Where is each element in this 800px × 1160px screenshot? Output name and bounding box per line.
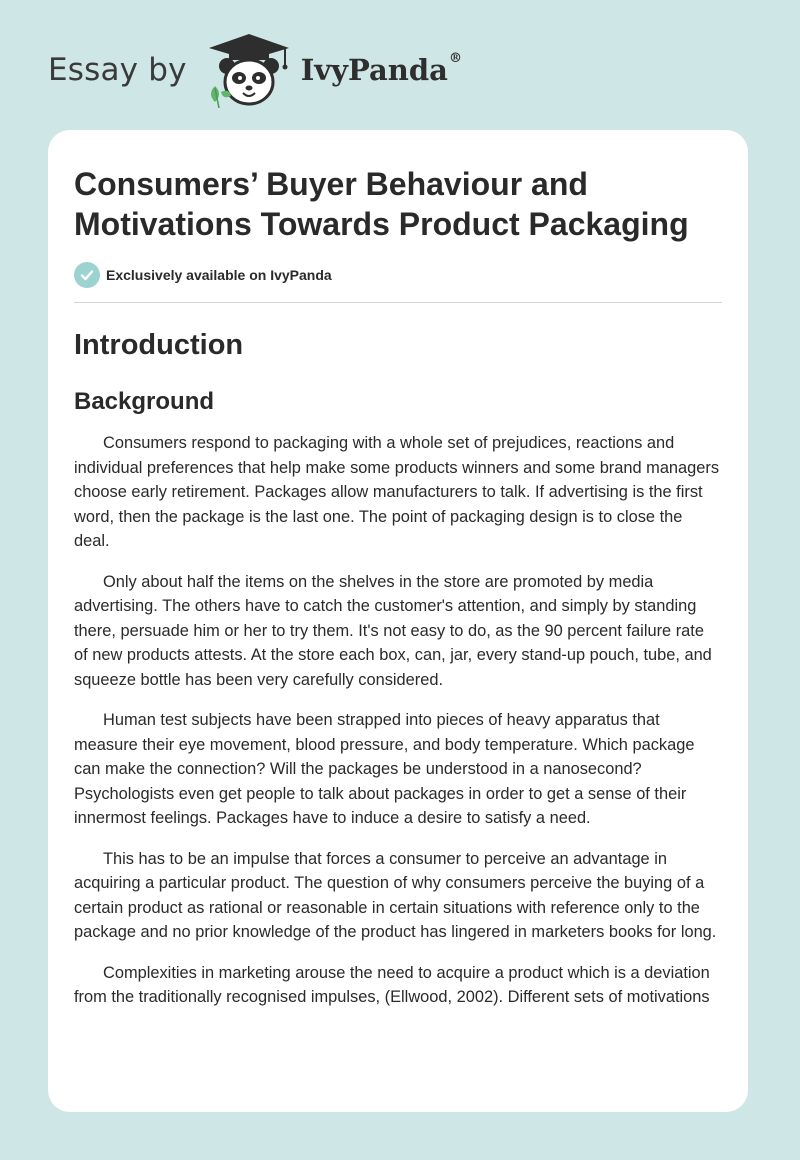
paragraph: Consumers respond to packaging with a whole set of prejudices, reactions and individual preferences that help make some products winners and some brand managers choose early retirement. Packages allow manufacturers to talk. If advertising is the first word, then the package is the last one. The point of packaging design is to close the deal. — [74, 434, 720, 550]
checkmark-icon — [74, 262, 100, 288]
panda-logo-icon[interactable] — [203, 30, 295, 110]
brand-name: IvyPanda® — [300, 51, 462, 87]
paragraph: Human test subjects have been strapped into pieces of heavy apparatus that measure their eye movement, blood pressure, and body temperature. Which package can make the connection? Will the packages be understood in a nanosecond? Psychologists even get people to talk about packages in order to get a sense of their innermost feelings. Packages have to induce a desire to satisfy a need. — [74, 711, 695, 827]
essay-card — [48, 130, 748, 1112]
exclusive-badge — [74, 262, 722, 288]
essay-title: Consumers’ Buyer Behaviour and Motivations Towards Product Packaging — [74, 166, 689, 242]
brand-header — [48, 30, 462, 110]
section-heading: Introduction — [74, 329, 244, 361]
paragraph: Complexities in marketing arouse the need to acquire a product which is a deviation from the traditionally recognised impulses, (Ellwood, 2002). Different sets of motivations — [74, 963, 710, 1006]
subsection-heading: Background — [74, 388, 215, 415]
paragraph: This has to be an impulse that forces a consumer to perceive an advantage in acquiring a particular product. The question of why consumers perceive the buying of a certain product as rational or reasonable in certain situations with reference only to the package and no prior knowledge of the product has lingered in marketers books for long. — [74, 849, 717, 941]
paragraph: Only about half the items on the shelves in the store are promoted by media advertising. The others have to catch the customer's attention, and simply by standing there, persuade him or her to try them. It's not easy to do, as the 90 percent failure rate of new products attests. At the store each box, can, jar, every stand-up pouch, tube, and squeeze bottle has been very carefully considered. — [74, 572, 712, 689]
badge-label: Exclusively available on IvyPanda — [106, 267, 332, 283]
brand-prefix: Essay by — [48, 52, 187, 88]
divider — [74, 302, 722, 303]
